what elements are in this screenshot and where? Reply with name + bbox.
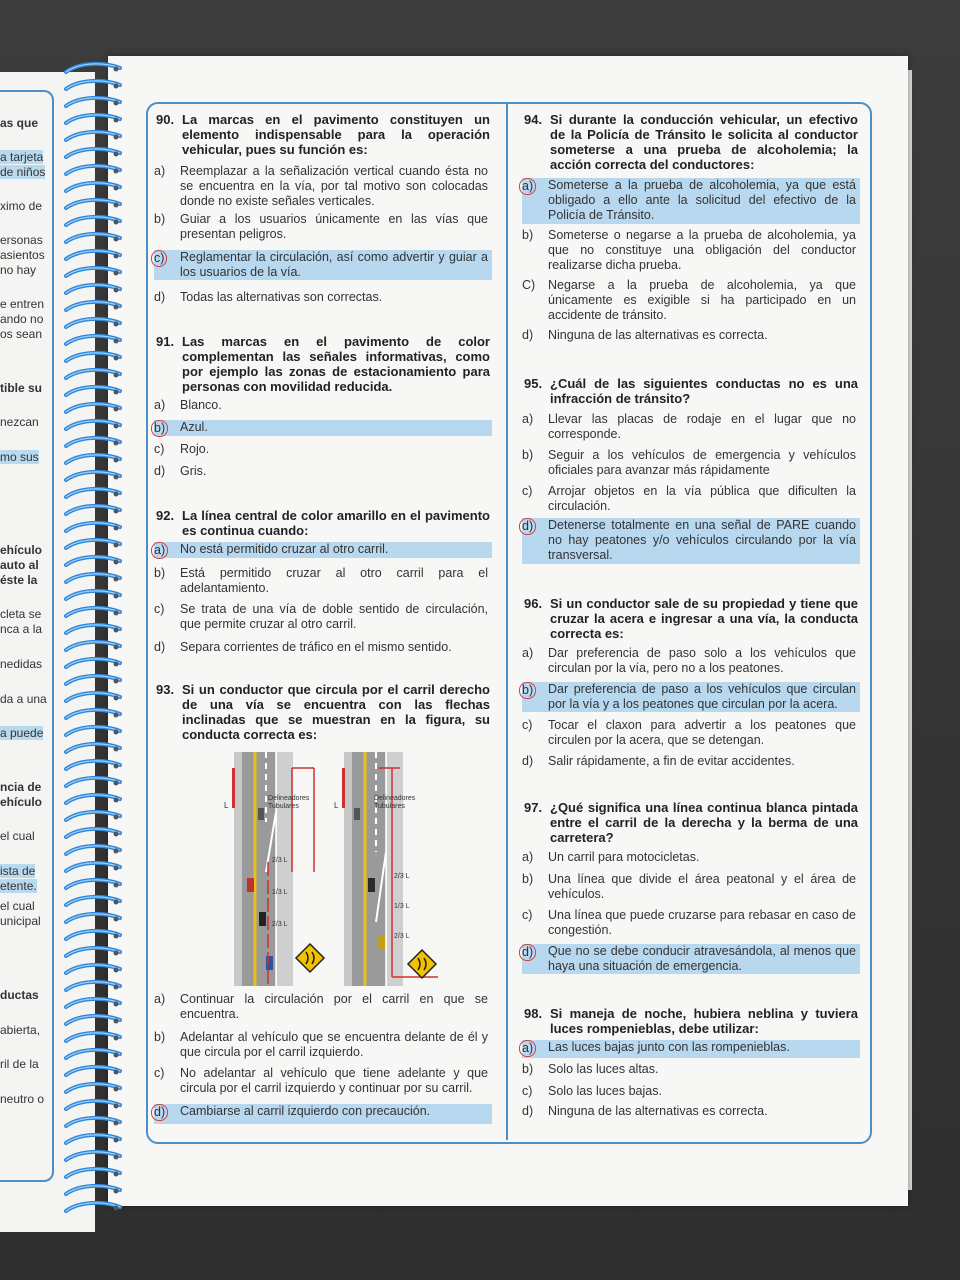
spiral-coil [60,706,126,722]
option-letter: b) [154,212,166,226]
column-divider [506,104,508,1140]
left-page-text-fragment: as que [0,116,39,130]
option-letter: C) [522,278,536,292]
spiral-coil [60,400,126,416]
left-page-text-fragment: a puede [0,726,44,740]
spiral-coil [60,1097,126,1113]
question-97 [524,800,858,846]
spiral-coil [60,1199,126,1215]
car-icon [266,956,273,970]
left-page-text-fragment: de niños [0,165,46,179]
option-text: Someterse o negarse a la prueba de alcoholemia, ya que no constituye una obligación del conductor realizarse dicha prueba. [548,228,856,272]
option-letter: b) [522,448,534,462]
svg-text:2/3 L: 2/3 L [394,873,410,880]
answer-option-correct [522,944,860,974]
spiral-coil [60,366,126,382]
svg-text:2/3 L: 2/3 L [394,933,410,940]
spiral-coil [60,1165,126,1181]
question-number: 97. [524,800,543,815]
option-letter: b) [154,566,166,580]
question-stem: La marcas en el pavimento constituyen un elemento indispensable para la operación vehicular, pues su función es: [182,112,490,157]
left-page-text-fragment: ehículo [0,543,43,557]
answer-option [154,212,492,242]
spiral-coil [60,298,126,314]
spiral-coil [60,553,126,569]
right-page [108,56,908,1206]
option-text: Que no se debe conducir atravesándola, al menos que haya una situación de emergencia. [548,944,856,973]
answer-option-correct [522,1040,860,1058]
option-text: Llevar las placas de rodaje en el lugar que no corresponde. [548,412,856,441]
option-text: Las luces bajas junto con las rompenieblas. [548,1040,790,1054]
question-stem: Si un conductor que circula por el carril derecho de una vía se encuentra con las flechas inclinadas que se muestran en la figura, su conducta correcta es: [182,682,490,742]
option-text: No está permitido cruzar al otro carril. [180,542,389,556]
question-stem: La línea central de color amarillo en el pavimento es continua cuando: [182,508,490,538]
option-letter: a) [522,850,534,864]
option-text: Ninguna de las alternativas es correcta. [548,328,768,342]
spiral-coil [60,128,126,144]
spiral-coil [60,519,126,535]
answer-option [522,448,860,478]
left-page-text-fragment: tible su [0,381,43,395]
option-letter: a) [522,646,534,660]
car-icon [259,912,266,926]
left-page-text-fragment: nezcan [0,415,39,429]
answer-option-correct [154,250,492,280]
answer-option [522,228,860,274]
answer-option [522,328,860,344]
left-page-text-fragment: e entren [0,297,45,311]
answer-option-correct [522,178,860,224]
left-page-text-fragment: ductas [0,988,39,1002]
spiral-coil [60,757,126,773]
spiral-coil [60,1080,126,1096]
answer-option [154,1030,492,1060]
option-text: Negarse a la prueba de alcoholemia, ya que únicamente es exigible si ha participado en un accidente de tránsito. [548,278,856,322]
spiral-coil [60,604,126,620]
option-text: Un carril para motocicletas. [548,850,700,864]
spiral-coil [60,196,126,212]
option-text: Solo las luces bajas. [548,1084,662,1098]
answer-option [154,992,492,1022]
option-letter: c) [154,602,165,616]
svg-text:L: L [334,801,339,810]
left-page-text-fragment: auto al [0,558,39,572]
spiral-coil [60,1114,126,1130]
answer-option [154,164,492,210]
option-letter: a) [522,412,534,426]
question-stem: Si maneja de noche, hubiera neblina y tuviera luces rompenieblas, debe utilizar: [550,1006,858,1036]
question-number: 98. [524,1006,543,1021]
spiral-coil [60,349,126,365]
left-page-text-fragment: ncia de [0,780,42,794]
spiral-coil [60,672,126,688]
option-letter: c) [151,250,167,267]
option-letter: d) [154,464,166,478]
option-letter: d) [519,944,536,961]
option-text: Cambiarse al carril izquierdo con precaución. [180,1104,431,1118]
option-letter: b) [522,1062,534,1076]
question-stem: Si un conductor sale de su propiedad y tiene que cruzar la acera e ingresar a una vía, la conducta correcta es: [550,596,858,641]
left-page-text-fragment: ersonas [0,233,43,247]
spiral-coil [60,60,126,76]
option-text: Azul. [180,420,208,434]
label-delineadores: Delineadores [268,795,310,802]
answer-option [154,442,492,458]
label-l: L [224,801,229,810]
answer-option [522,484,860,514]
question-98 [524,1006,858,1036]
spiral-coil [60,111,126,127]
question-92 [156,508,490,538]
option-letter: a) [154,992,166,1006]
spiral-coil [60,468,126,484]
svg-text:Tubulares: Tubulares [374,803,405,810]
option-text: Reemplazar a la señalización vertical cuando ésta no se encuentra en la vía, por tal motivo son colocadas donde no existe señales verticales. [180,164,488,208]
question-91 [156,334,490,396]
option-text: Adelantar al vehículo que se encuentra delante de él y que circula por el carril izquierdo. [180,1030,488,1059]
answer-option [522,718,860,748]
curve-warning-sign-icon [408,950,436,978]
option-text: Todas las alternativas son correctas. [180,290,383,304]
spiral-coil [60,264,126,280]
spiral-coil [60,910,126,926]
spiral-coil [60,655,126,671]
spiral-coil [60,587,126,603]
option-letter: c) [522,484,533,498]
spiral-coil [60,774,126,790]
spiral-coil [60,332,126,348]
answer-option [522,1104,860,1120]
spiral-coil [60,876,126,892]
option-letter: c) [522,718,533,732]
option-text: Someterse a la prueba de alcoholemia, ya que está obligado a ello ante la solicitud del efectivo de la Policía de Tránsito. [548,178,856,222]
spiral-coil [60,740,126,756]
car-icon [354,808,360,820]
spiral-coil [60,570,126,586]
label-tubulares: Tubulares [268,803,299,810]
spiral-coil [60,162,126,178]
spiral-binding [60,60,130,1220]
option-letter: b) [154,1030,166,1044]
answer-option [154,602,492,632]
option-text: Detenerse totalmente en una señal de PARE cuando no hay peatones y/o vehículos circulando por la vía transversal. [548,518,856,562]
spiral-coil [60,927,126,943]
left-page-text-fragment: el cual [0,829,35,843]
option-letter: a) [154,164,166,178]
spiral-coil [60,94,126,110]
option-letter: d) [522,328,534,342]
spiral-coil [60,213,126,229]
spiral-coil [60,230,126,246]
answer-option-correct [522,518,860,564]
car-icon [378,936,385,950]
option-letter: d) [154,290,166,304]
option-text: Rojo. [180,442,210,456]
option-letter: d) [519,518,536,535]
question-stem: ¿Qué significa una línea continua blanca pintada entre el carril de la derecha y la berma de una carretera? [550,800,858,845]
left-page-text-fragment: no hay [0,263,37,277]
option-letter: d) [522,754,534,768]
question-90 [156,112,490,158]
question-95 [524,376,858,406]
spiral-coil [60,502,126,518]
option-text: Una línea que puede cruzarse para rebasar en caso de congestión. [548,908,856,937]
left-page-text-fragment: unicipal [0,914,41,928]
question-number: 92. [156,508,175,523]
answer-option-correct [154,542,492,558]
option-letter: d) [522,1104,534,1118]
spiral-coil [60,825,126,841]
spiral-coil [60,417,126,433]
question-stem: Las marcas en el pavimento de color complementan las señales informativas, como por ejemplo las zonas de estacionamiento para personas con movilidad reducida. [182,334,490,394]
answer-option [154,464,492,480]
left-page-text-fragment: neutro o [0,1092,45,1106]
car-icon [247,878,254,892]
option-text: Dar preferencia de paso a los vehículos que circulan por la vía y a los peatones que circulan por la acera. [548,682,856,711]
diagram-right [334,752,438,986]
left-page-text-fragment: da a una [0,692,47,706]
question-96 [524,596,858,642]
spiral-coil [60,1029,126,1045]
option-text: Arrojar objetos en la vía pública que dificulten la circulación. [548,484,856,513]
option-text: Tocar el claxon para advertir a los peatones que circulen por la acera, que se detengan. [548,718,856,747]
car-icon [258,808,264,820]
option-letter: b) [151,420,168,437]
option-letter: c) [522,1084,533,1098]
option-text: Se trata de una vía de doble sentido de circulación, que permite cruzar al otro carril. [180,602,488,631]
spiral-coil [60,1063,126,1079]
spiral-coil [60,77,126,93]
question-stem: ¿Cuál de las siguientes conductas no es una infracción de tránsito? [550,376,858,406]
spiral-coil [60,893,126,909]
spiral-coil [60,1148,126,1164]
left-page-text-fragment: ando no [0,312,44,326]
svg-text:2/3 L: 2/3 L [272,857,288,864]
spiral-coil [60,281,126,297]
question-number: 95. [524,376,543,391]
option-text: Dar preferencia de paso solo a los vehículos que circulan por la vía, pero no a los peatones. [548,646,856,675]
answer-option-correct [154,420,492,436]
spiral-coil [60,1182,126,1198]
left-page-text-fragment: os sean [0,327,43,341]
answer-option [522,872,860,902]
left-page-text-fragment: a tarjeta [0,150,44,164]
spiral-coil [60,383,126,399]
answer-option [154,1066,492,1096]
left-page-text-fragment: cleta se [0,607,42,621]
question-number: 93. [156,682,175,697]
svg-text:1/3 L: 1/3 L [272,889,288,896]
spiral-coil [60,1012,126,1028]
left-page-text-fragment: mo sus [0,450,39,464]
diagram-left [224,752,324,986]
option-letter: b) [522,228,534,242]
option-text: Blanco. [180,398,222,412]
option-letter: d) [151,1104,168,1121]
answer-option [154,566,492,596]
answer-option [522,908,860,938]
spiral-coil [60,961,126,977]
answer-option [522,1084,860,1100]
question-93 [156,682,490,744]
spiral-coil [60,638,126,654]
spiral-coil [60,621,126,637]
answer-option [522,1062,860,1078]
svg-text:2/3 L: 2/3 L [272,921,288,928]
option-text: Reglamentar la circulación, así como advertir y guiar a los usuarios de la vía. [180,250,488,279]
lane-merge-figure [202,752,462,986]
spiral-coil [60,485,126,501]
option-text: Separa corrientes de tráfico en el mismo sentido. [180,640,452,654]
answer-option-correct [154,1104,492,1124]
spiral-coil [60,978,126,994]
question-stem: Si durante la conducción vehicular, un efectivo de la Policía de Tránsito le solicita al conductor someterse a una prueba de alcoholemia; la acción correcta del conductores: [550,112,858,172]
question-number: 96. [524,596,543,611]
answer-option [522,412,860,442]
option-text: Ninguna de las alternativas es correcta. [548,1104,768,1118]
left-page-text-fragment: ril de la [0,1057,39,1071]
left-page-text-fragment: nedidas [0,657,43,671]
left-page-text-fragment: abierta, [0,1023,41,1037]
spiral-coil [60,315,126,331]
left-page-text-fragment: nca a la [0,622,43,636]
spiral-coil [60,145,126,161]
option-text: Gris. [180,464,207,478]
answer-option [522,646,860,676]
curve-warning-sign-icon [296,944,324,972]
left-page-text-fragment: ista de [0,864,36,878]
option-text: No adelantar al vehículo que tiene adelante y que circula por el carril izquierdo y continuar por su carril. [180,1066,488,1095]
option-letter: c) [154,442,165,456]
spiral-coil [60,1131,126,1147]
left-page-text-fragment: asientos [0,248,45,262]
option-letter: b) [522,872,534,886]
option-text: Una línea que divide el área peatonal y el área de vehículos. [548,872,856,901]
answer-option [154,640,492,656]
spiral-coil [60,434,126,450]
option-text: Continuar la circulación por el carril en que se encuentra. [180,992,488,1021]
option-letter: a) [519,178,536,195]
spiral-coil [60,536,126,552]
option-letter: b) [519,682,536,699]
option-letter: d) [154,640,166,654]
option-text: Está permitido cruzar al otro carril para el adelantamiento. [180,566,488,595]
question-number: 94. [524,112,543,127]
question-94 [524,112,858,174]
option-text: Solo las luces altas. [548,1062,659,1076]
option-text: Guiar a los usuarios únicamente en las vías que presentan peligros. [180,212,488,241]
option-text: Salir rápidamente, a fin de evitar accidentes. [548,754,795,768]
spiral-coil [60,723,126,739]
option-letter: c) [154,1066,165,1080]
left-page-text-fragment: el cual [0,899,35,913]
spiral-coil [60,247,126,263]
question-number: 91. [156,334,175,349]
left-page-text-fragment: éste la [0,573,38,587]
option-letter: a) [519,1040,536,1057]
svg-text:1/3 L: 1/3 L [394,903,410,910]
spiral-coil [60,842,126,858]
spiral-coil [60,689,126,705]
option-text: Seguir a los vehículos de emergencia y vehículos oficiales para avanzar más rápidamente [548,448,856,477]
car-icon [368,878,375,892]
spiral-coil [60,859,126,875]
spiral-coil [60,808,126,824]
spiral-coil [60,995,126,1011]
svg-text:Delineadores: Delineadores [374,795,416,802]
spiral-coil [60,1046,126,1062]
option-letter: c) [522,908,533,922]
answer-option [522,754,860,770]
option-letter: a) [154,398,166,412]
answer-option [522,278,860,324]
left-page-text-fragment: ximo de [0,199,43,213]
answer-option [522,850,860,866]
spiral-coil [60,791,126,807]
left-page-text-fragment: etente. [0,879,37,893]
answer-option [154,290,492,306]
answer-option [154,398,492,414]
spiral-coil [60,451,126,467]
question-number: 90. [156,112,175,127]
left-page-text-fragment: ehículo [0,795,43,809]
spiral-coil [60,944,126,960]
option-letter: a) [151,542,168,559]
spiral-coil [60,179,126,195]
answer-option-correct [522,682,860,712]
